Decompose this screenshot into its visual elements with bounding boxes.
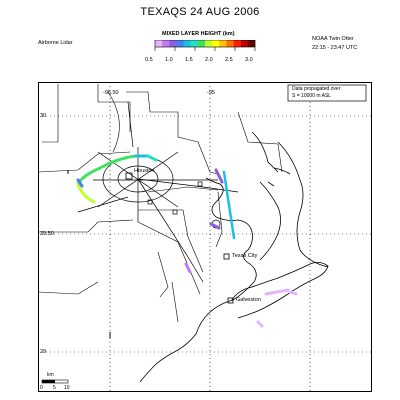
colorbar-swatch: [212, 40, 219, 47]
scale-bar: [42, 380, 68, 383]
colorbar-tick: 0.5: [145, 57, 153, 63]
colorbar-tick: 1.5: [185, 57, 193, 63]
colorbar-title: MIXED LAYER HEIGHT (km): [162, 31, 235, 37]
track-segment: [290, 292, 296, 294]
colorbar-swatch: [226, 40, 233, 47]
colorbar-swatch: [205, 40, 212, 47]
colorbar-swatch: [184, 40, 191, 47]
county-lines: [38, 84, 282, 322]
colorbar-swatch: [198, 40, 205, 47]
colorbar: [150, 40, 260, 54]
flight-track: [78, 156, 296, 326]
map-title: TEXAQS 24 AUG 2006: [140, 6, 260, 18]
colorbar-tick: 3.0: [245, 57, 253, 63]
track-segment: [224, 172, 234, 238]
scale-tick: 0: [40, 385, 43, 391]
track-segment: [186, 264, 190, 272]
colorbar-swatch: [248, 40, 255, 47]
colorbar-swatch: [234, 40, 241, 47]
note-line-2: S = 10000 m ASL: [292, 93, 332, 99]
city-label-galveston: Galveston: [236, 297, 261, 303]
colorbar-swatch: [176, 40, 183, 47]
lat-label: 29: [40, 349, 47, 355]
city-label-texas-city: Texas City: [232, 253, 258, 259]
colorbar-swatch: [169, 40, 176, 47]
lon-label: -95: [207, 90, 215, 96]
note-line-1: Data propagated over: [292, 86, 341, 92]
lat-label: 30: [40, 113, 47, 119]
platform-label: NOAA Twin Otter: [312, 36, 354, 42]
city-label-houston: Houston: [134, 168, 155, 174]
site-marker: [173, 210, 177, 214]
track-segment: [266, 290, 288, 294]
colorbar-tick: 2.5: [225, 57, 233, 63]
instrument-label: Airborne Lidar: [38, 40, 73, 46]
road-network: [78, 102, 238, 282]
site-marker: [268, 182, 274, 186]
colorbar-swatch: [155, 40, 162, 47]
graticule: [38, 82, 372, 392]
scale-label: km: [47, 372, 54, 378]
scale-tick: 5: [53, 385, 56, 391]
track-segment: [258, 322, 262, 326]
track-segment: [211, 224, 219, 228]
time-range-label: 22:15 - 23:47 UTC: [312, 45, 358, 51]
lon-label: -95.50: [103, 90, 119, 96]
map-canvas: [38, 82, 372, 392]
site-marker: [198, 182, 202, 186]
colorbar-tick: 1.0: [165, 57, 173, 63]
houston-marker: [126, 173, 132, 179]
colorbar-swatch: [162, 40, 169, 47]
texas-city-marker: [224, 254, 229, 259]
lat-label: 29.50: [40, 231, 54, 237]
colorbar-swatch: [191, 40, 198, 47]
scale-tick: 10: [64, 385, 70, 391]
colorbar-swatch: [219, 40, 226, 47]
track-segment: [78, 184, 94, 202]
colorbar-swatch: [241, 40, 248, 47]
track-segment: [148, 156, 156, 160]
colorbar-tick: 2.0: [205, 57, 213, 63]
